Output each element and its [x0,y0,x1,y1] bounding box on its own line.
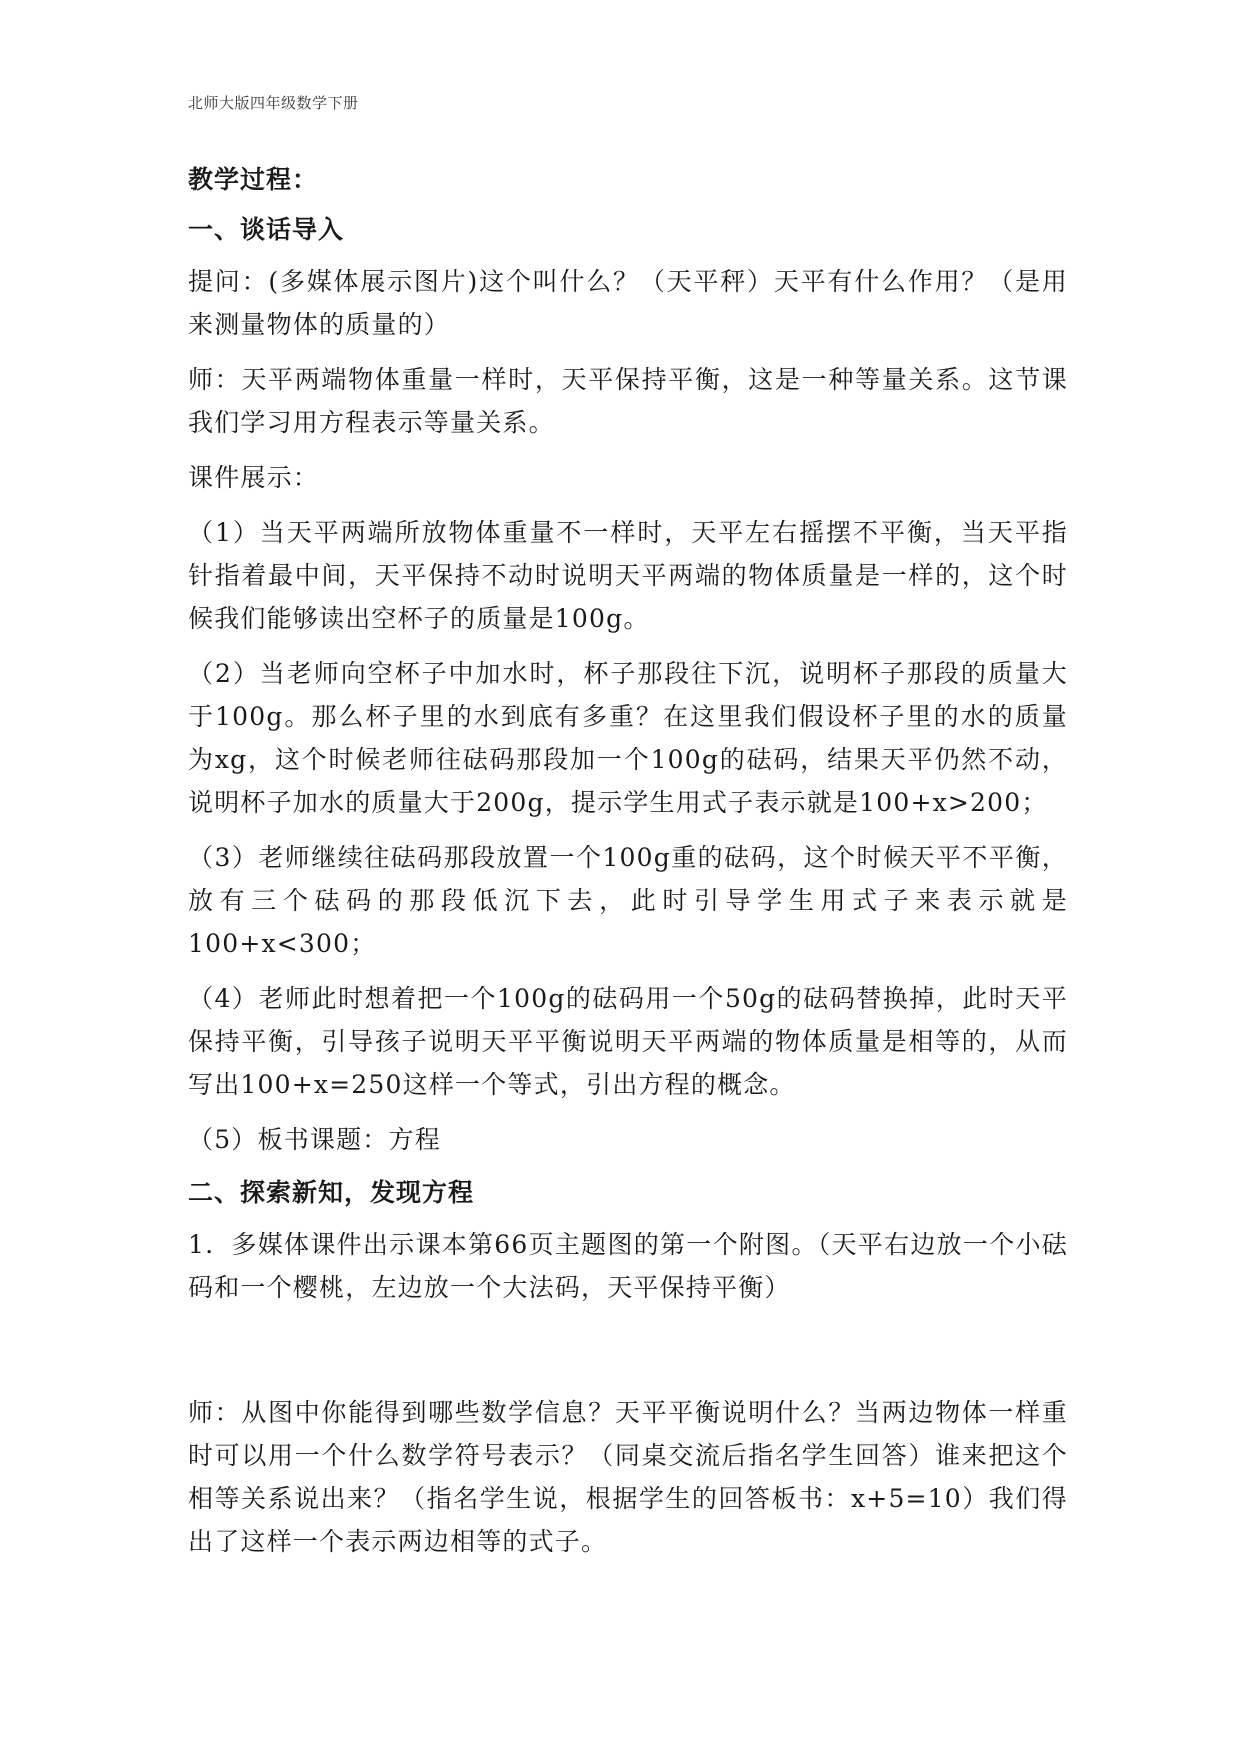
paragraph-teacher-intro: 师：天平两端物体重量一样时，天平保持平衡，这是一种等量关系。这节课我们学习用方程表示等量关系。 [188,365,1068,437]
document-page [188,0,1068,1754]
paragraph-figure-intro: 1．多媒体课件出示课本第66页主题图的第一个附图。（天平右边放一个小砝码和一个樱桃，左边放一个大法码，天平保持平衡） [188,1230,1068,1302]
paragraph-step-5: （5）板书课题：方程 [188,1125,441,1154]
document-title: 教学过程： [188,165,319,194]
paragraph-teacher-question: 师：从图中你能得到哪些数学信息？天平平衡说明什么？当两边物体一样重时可以用一个什么数学符号表示？（同桌交流后指名学生回答）谁来把这个相等关系说出来？（指名学生说，根据学生的回答板书：x+5=10）我们得出了这样一个表示两边相等的式子。 [188,1398,1068,1556]
figure-gap [188,1321,1068,1391]
document-body [188,160,1068,1575]
section-heading-2: 二、探索新知，发现方程 [188,1178,475,1207]
paragraph-courseware-label: 课件展示： [188,463,320,492]
section-heading-1: 一、谈话导入 [188,215,345,244]
paragraph-step-2: （2）当老师向空杯子中加水时，杯子那段往下沉，说明杯子那段的质量大于100g。那么杯子里的水到底有多重？在这里我们假设杯子里的水的质量为xg，这个时候老师往砝码那段加一个100g的砝码，结果天平仍然不动，说明杯子加水的质量大于200g，提示学生用式子表示就是100+x>200； [188,659,1068,817]
paragraph-step-1: （1）当天平两端所放物体重量不一样时，天平左右摇摆不平衡，当天平指针指着最中间，天平保持不动时说明天平两端的物体质量是一样的，这个时候我们能够读出空杯子的质量是100g。 [188,518,1068,633]
paragraph-step-4: （4）老师此时想着把一个100g的砝码用一个50g的砝码替换掉，此时天平保持平衡，引导孩子说明天平平衡说明天平两端的物体质量是相等的，从而写出100+x=250这样一个等式，引出方程的概念。 [188,984,1068,1099]
paragraph-step-3: （3）老师继续往砝码那段放置一个100g重的砝码，这个时候天平不平衡，放有三个砝码的那段低沉下去，此时引导学生用式子来表示就是100+x<300； [188,843,1068,958]
paragraph-question: 提问：(多媒体展示图片)这个叫什么？（天平秤）天平有什么作用？（是用来测量物体的质量的） [188,267,1068,339]
running-header: 北师大版四年级数学下册 [188,94,359,112]
